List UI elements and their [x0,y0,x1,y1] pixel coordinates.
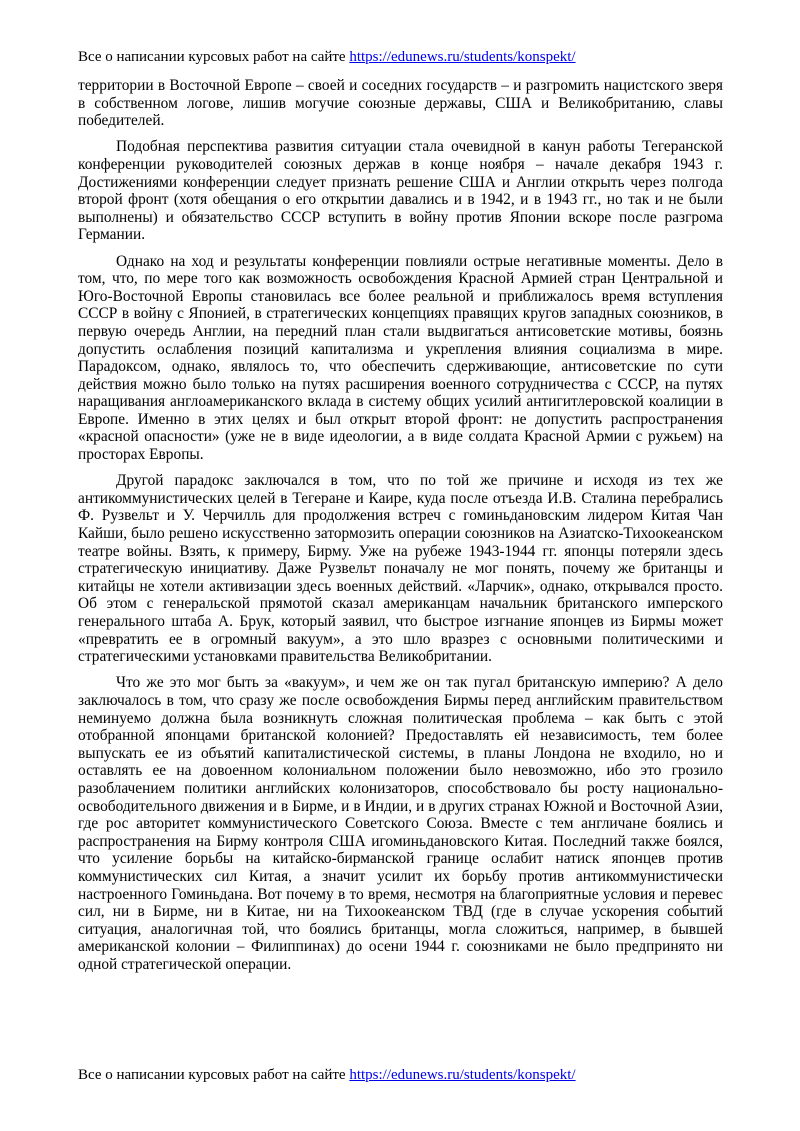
paragraph-3: Однако на ход и результаты конференции повлияли острые негативные моменты. Дело в том, что, по мере того как возможность освобождения Красной Армией стран Центральной и Юго-Восточной Европы становилась все более реальной и приближалось время вступления СССР в войну с Японией, в стратегических концепциях правящих кругов западных союзников, в первую очередь Англии, на передний план стали выдвигаться антисоветские мотивы, боязнь допустить ослабления позиций капитализма и укрепления влияния социализма в мире. Парадоксом, однако, являлось то, что обеспечить сдерживающие, антисоветские по сути действия можно было только на путях расширения военного сотрудничества с СССР, на путях наращивания англоамериканского вклада в систему общих усилий антигитлеровской коалиции в Европе. Именно в этих целях и был открыт второй фронт: не допустить распространения «красной опасности» (уже не в виде идеологии, а в виде солдата Красной Армии с ружьем) на просторах Европы. [78,252,723,464]
document-body [78,77,723,982]
paragraph-4: Другой парадокс заключался в том, что по той же причине и исходя из тех же антикоммунистических целей в Тегеране и Каире, куда после отъезда И.В. Сталина перебрались Ф. Рузвельт и У. Черчилль для продолжения встреч с гоминьдановским лидером Китая Чан Кайши, было решено искусственно затормозить операции союзников на Азиатско-Тихоокеанском театре войны. Взять, к примеру, Бирму. Уже на рубеже 1943-1944 гг. японцы потеряли здесь стратегическую инициативу. Даже Рузвельт поначалу не мог понять, почему же британцы и китайцы не хотели активизации здесь военных действий. «Ларчик», однако, открывался просто. Об этом с генеральской прямотой сказал американцам начальник британского имперского генерального штаба А. Брук, который заявил, что быстрое изгнание японцев из Бирмы может «превратить ее в огромный вакуум», а это шло вразрез с основными политическими и стратегическими установками правительства Великобритании. [78,472,723,666]
footer-text: Все о написании курсовых работ на сайте [78,1067,350,1083]
paragraph-5: Что же это мог быть за «вакуум», и чем же он так пугал британскую империю? А дело заключалось в том, что сразу же после освобождения Бирмы перед английским правительством неминуемо должна была возникнуть сложная политическая проблема – как быть с этой отобранной японцами британской колонией? Предоставлять ей независимость, тем более выпускать ее из объятий капиталистической системы, в планы Лондона не входило, но и оставлять ее на довоенном колониальном положении было невозможно, ибо это грозило разоблачением политики английских колонизаторов, способствовало бы росту национально-освободительного движения и в Бирме, и в Индии, и в других странах Южной и Восточной Азии, где рос авторитет коммунистического Советского Союза. Вместе с тем англичане боялись и распространения на Бирму контроля США игоминьдановского Китая. Последний также боялся, что усиление борьбы на китайско-бирманской границе ослабит натиск японцев против коммунистических сил Китая, а значит усилит их борьбу против антикоммунистически настроенного Гоминьдана. Вот почему в то время, несмотря на благоприятные условия и перевес сил, ни в Бирме, ни в Китае, ни на Тихоокеанском ТВД (где в случае ускорения событий ситуация, аналогичная той, что боялись британцы, могла сложиться, например, в бывшей американской колонии – Филиппинах) до осени 1944 г. союзниками не было предпринято ни одной стратегической операции. [78,674,723,973]
footer-link[interactable]: https://edunews.ru/students/konspekt/ [349,1067,576,1083]
paragraph-1: территории в Восточной Европе – своей и соседних государств – и разгромить нацистского зверя в собственном логове, лишив могучие союзные державы, США и Великобританию, славы победителей. [78,77,723,130]
paragraph-2: Подобная перспектива развития ситуации стала очевидной в канун работы Тегеранской конференции руководителей союзных держав в конце ноября – начале декабря 1943 г. Достижениями конференции следует признать решение США и Англии открыть через полгода второй фронт (хотя обещания о его открытии давались и в 1942, и в 1943 гг., но так и не были выполнены) и обязательство СССР вступить в войну против Японии вскоре после разгрома Германии. [78,138,723,244]
header-text: Все о написании курсовых работ на сайте [78,49,350,65]
page-footer [78,1066,722,1084]
header-link[interactable]: https://edunews.ru/students/konspekt/ [349,49,576,65]
page-header [78,48,722,66]
